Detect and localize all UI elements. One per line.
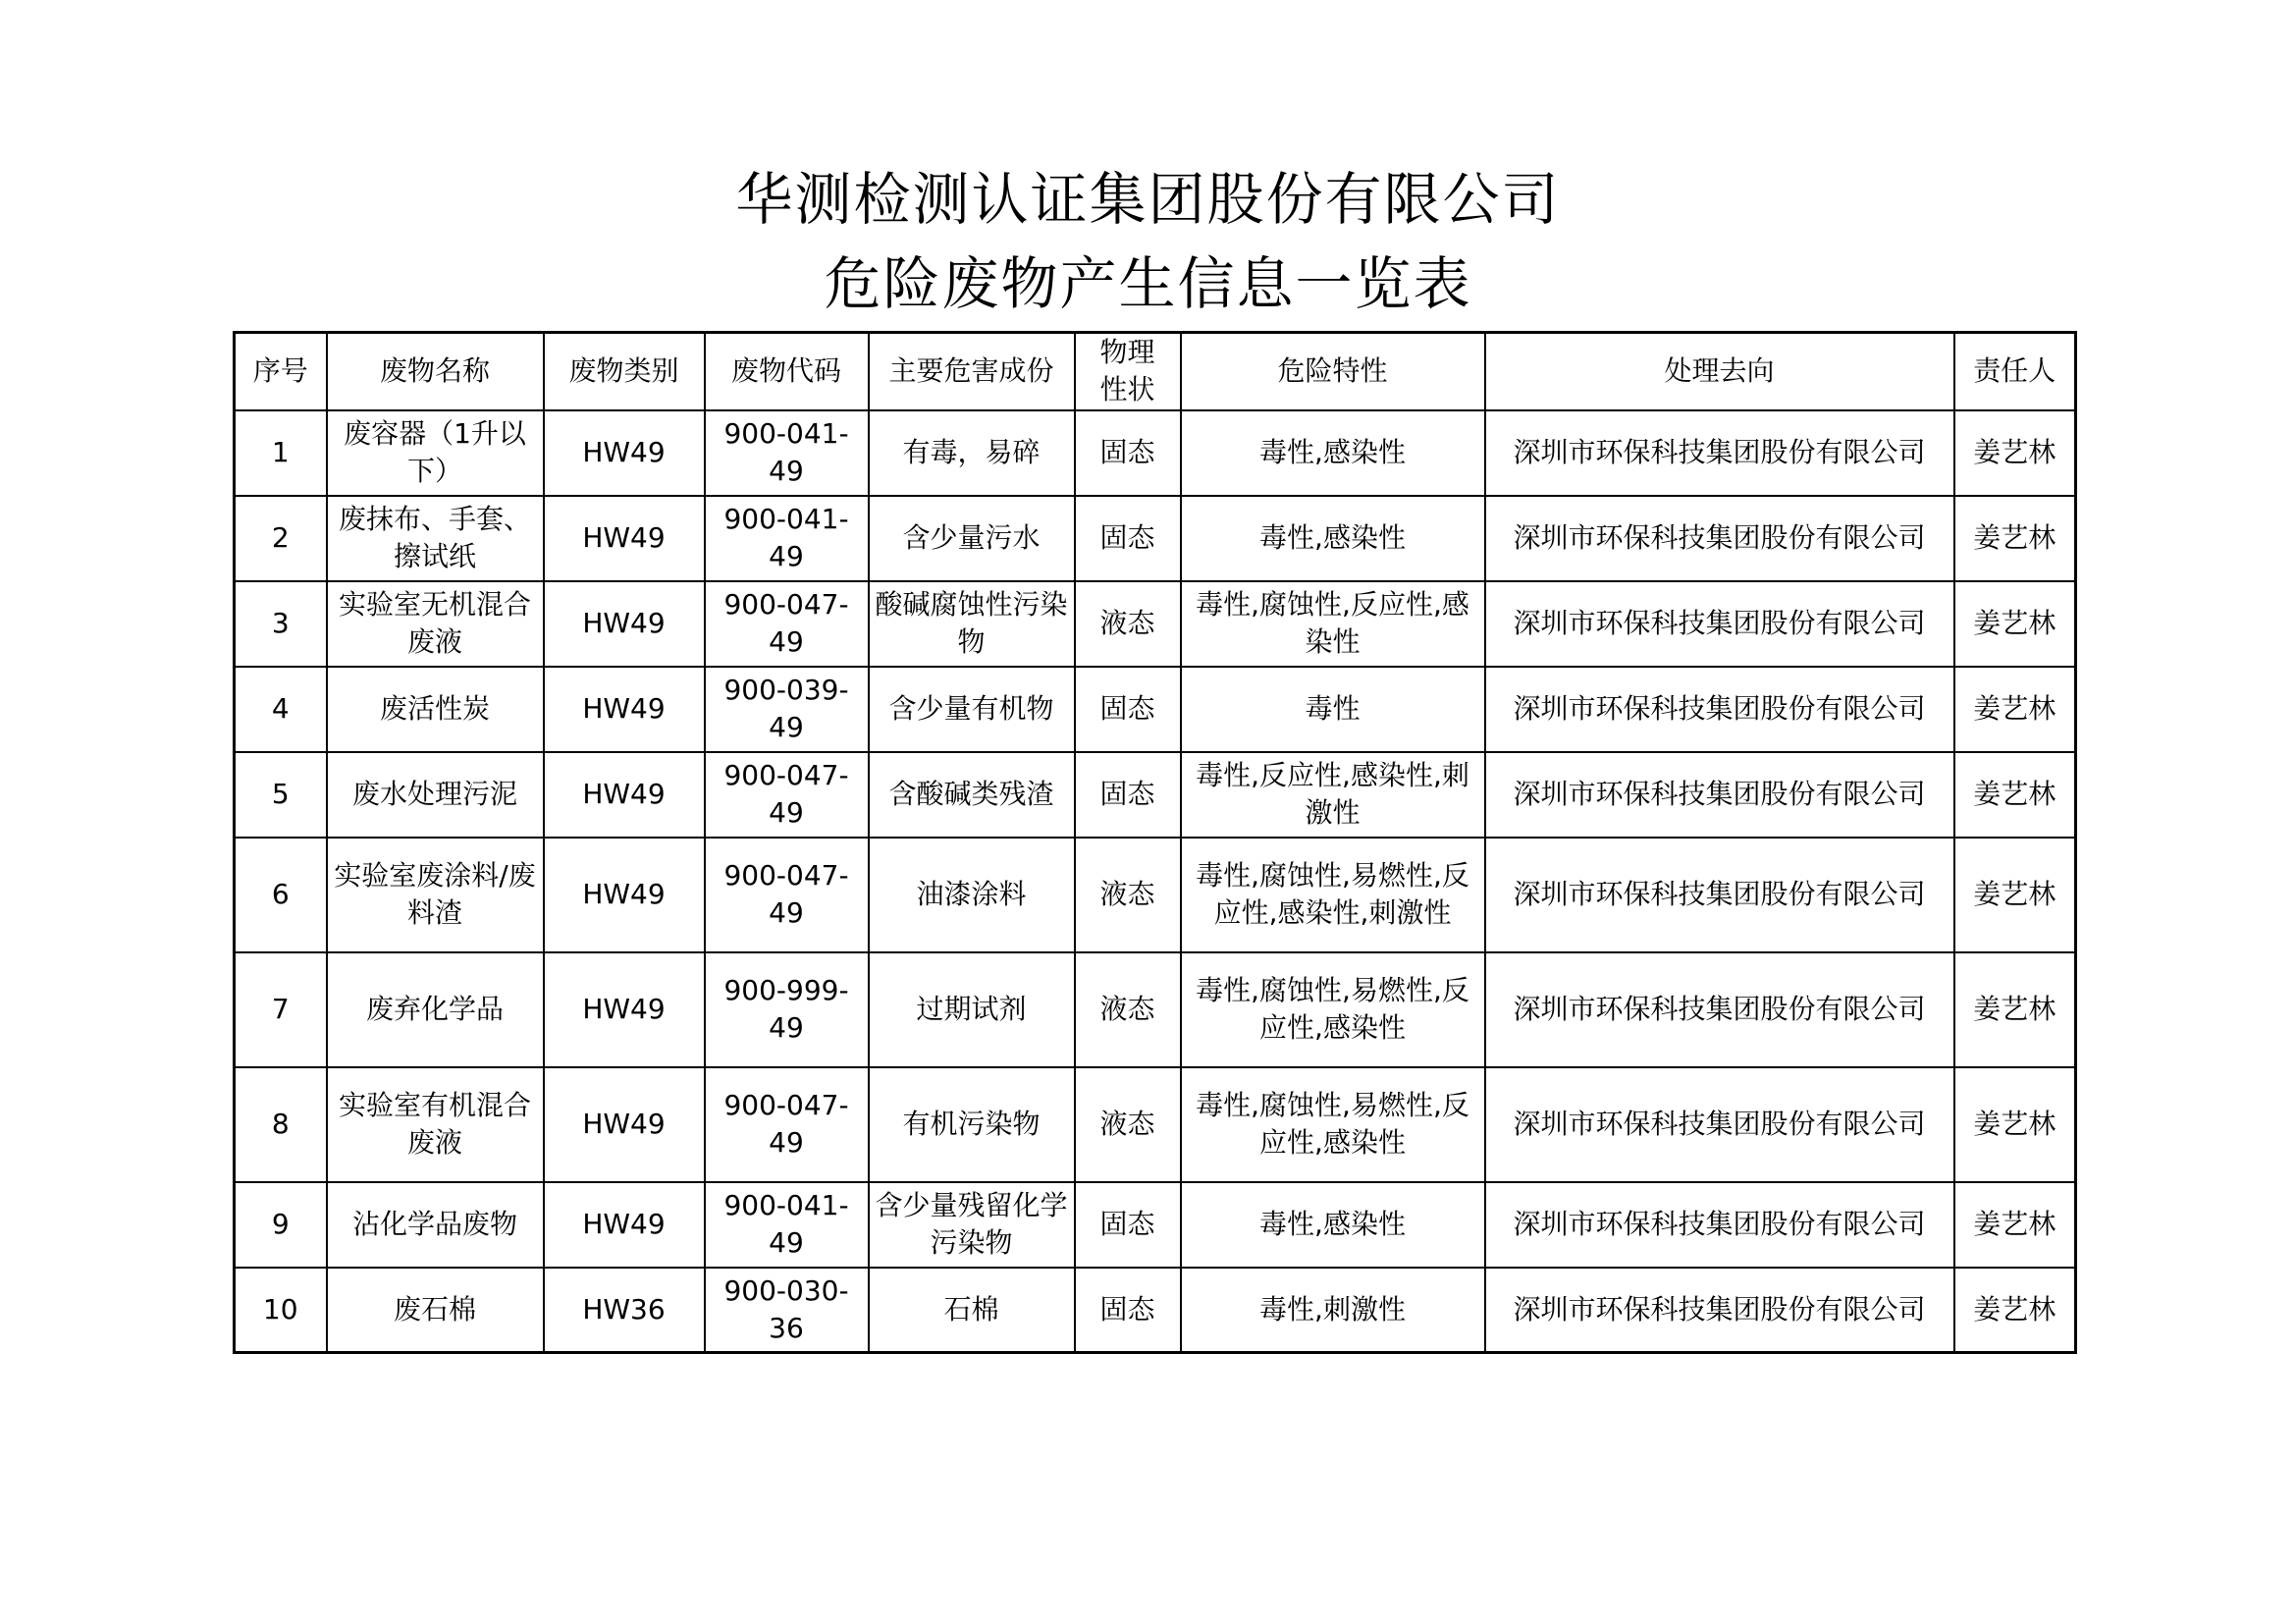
- cell-responsible: 姜艺林: [1954, 581, 2076, 667]
- cell-physical-state: 液态: [1075, 1067, 1181, 1182]
- cell-physical-state: 液态: [1075, 581, 1181, 667]
- table-row: [235, 581, 2076, 667]
- cell-waste-name: 实验室无机混合废液: [327, 581, 544, 667]
- cell-no: 1: [235, 410, 327, 496]
- document-title: 华测检测认证集团股份有限公司: [735, 166, 1561, 233]
- cell-hazard-property: 毒性,感染性: [1181, 1182, 1485, 1268]
- table-row: [235, 1268, 2076, 1353]
- cell-responsible: 姜艺林: [1954, 667, 2076, 752]
- cell-waste-name: 废弃化学品: [327, 952, 544, 1067]
- cell-hazard-property: 毒性,感染性: [1181, 496, 1485, 581]
- cell-waste-name: 废容器（1升以下）: [327, 410, 544, 496]
- header-name: 废物名称: [327, 333, 544, 410]
- cell-hazard-component: 含少量有机物: [869, 667, 1075, 752]
- cell-code: 900-039-49: [705, 667, 869, 752]
- header-hazard-component: 主要危害成份: [869, 333, 1075, 410]
- header-hazard-property: 危险特性: [1181, 333, 1485, 410]
- cell-code: 900-041-49: [705, 1182, 869, 1268]
- cell-category: HW49: [544, 1067, 705, 1182]
- cell-hazard-property: 毒性,腐蚀性,易燃性,反应性,感染性: [1181, 1067, 1485, 1182]
- hazardous-waste-table: [233, 331, 2077, 1354]
- cell-physical-state: 固态: [1075, 1268, 1181, 1353]
- cell-physical-state: 固态: [1075, 410, 1181, 496]
- cell-hazard-component: 含少量污水: [869, 496, 1075, 581]
- cell-category: HW36: [544, 1268, 705, 1353]
- table-row: [235, 752, 2076, 838]
- cell-no: 3: [235, 581, 327, 667]
- cell-no: 2: [235, 496, 327, 581]
- cell-responsible: 姜艺林: [1954, 496, 2076, 581]
- cell-code: 900-047-49: [705, 752, 869, 838]
- cell-hazard-component: 有毒，易碎: [869, 410, 1075, 496]
- cell-physical-state: 固态: [1075, 496, 1181, 581]
- cell-disposal: 深圳市环保科技集团股份有限公司: [1485, 1268, 1954, 1353]
- cell-disposal: 深圳市环保科技集团股份有限公司: [1485, 952, 1954, 1067]
- cell-category: HW49: [544, 838, 705, 952]
- cell-category: HW49: [544, 410, 705, 496]
- header-physical-state: 物理性状: [1075, 333, 1181, 410]
- cell-hazard-property: 毒性,反应性,感染性,刺激性: [1181, 752, 1485, 838]
- table-row: [235, 1067, 2076, 1182]
- table-row: [235, 667, 2076, 752]
- cell-category: HW49: [544, 581, 705, 667]
- cell-hazard-component: 含少量残留化学污染物: [869, 1182, 1075, 1268]
- cell-waste-name: 废抹布、手套、擦试纸: [327, 496, 544, 581]
- cell-hazard-property: 毒性,腐蚀性,易燃性,反应性,感染性: [1181, 952, 1485, 1067]
- cell-no: 10: [235, 1268, 327, 1353]
- cell-hazard-component: 过期试剂: [869, 952, 1075, 1067]
- cell-hazard-component: 油漆涂料: [869, 838, 1075, 952]
- cell-responsible: 姜艺林: [1954, 752, 2076, 838]
- cell-waste-name: 废活性炭: [327, 667, 544, 752]
- cell-no: 4: [235, 667, 327, 752]
- cell-no: 9: [235, 1182, 327, 1268]
- cell-category: HW49: [544, 952, 705, 1067]
- cell-waste-name: 废水处理污泥: [327, 752, 544, 838]
- cell-hazard-component: 酸碱腐蚀性污染物: [869, 581, 1075, 667]
- cell-hazard-property: 毒性,刺激性: [1181, 1268, 1485, 1353]
- cell-no: 6: [235, 838, 327, 952]
- cell-hazard-property: 毒性: [1181, 667, 1485, 752]
- cell-physical-state: 液态: [1075, 952, 1181, 1067]
- cell-disposal: 深圳市环保科技集团股份有限公司: [1485, 410, 1954, 496]
- cell-code: 900-047-49: [705, 1067, 869, 1182]
- cell-disposal: 深圳市环保科技集团股份有限公司: [1485, 838, 1954, 952]
- table-row: [235, 1182, 2076, 1268]
- cell-waste-name: 沾化学品废物: [327, 1182, 544, 1268]
- cell-waste-name: 实验室废涂料/废料渣: [327, 838, 544, 952]
- cell-disposal: 深圳市环保科技集团股份有限公司: [1485, 1067, 1954, 1182]
- cell-waste-name: 废石棉: [327, 1268, 544, 1353]
- table-row: [235, 838, 2076, 952]
- cell-category: HW49: [544, 1182, 705, 1268]
- cell-disposal: 深圳市环保科技集团股份有限公司: [1485, 752, 1954, 838]
- cell-code: 900-030-36: [705, 1268, 869, 1353]
- cell-physical-state: 液态: [1075, 838, 1181, 952]
- cell-category: HW49: [544, 667, 705, 752]
- table-header-row: [235, 333, 2076, 410]
- cell-code: 900-047-49: [705, 581, 869, 667]
- cell-disposal: 深圳市环保科技集团股份有限公司: [1485, 667, 1954, 752]
- cell-code: 900-047-49: [705, 838, 869, 952]
- cell-disposal: 深圳市环保科技集团股份有限公司: [1485, 496, 1954, 581]
- cell-hazard-component: 有机污染物: [869, 1067, 1075, 1182]
- table-row: [235, 410, 2076, 496]
- cell-no: 7: [235, 952, 327, 1067]
- cell-code: 900-041-49: [705, 496, 869, 581]
- cell-disposal: 深圳市环保科技集团股份有限公司: [1485, 1182, 1954, 1268]
- document-subtitle: 危险废物产生信息一览表: [824, 250, 1472, 317]
- cell-responsible: 姜艺林: [1954, 1268, 2076, 1353]
- cell-physical-state: 固态: [1075, 752, 1181, 838]
- cell-no: 5: [235, 752, 327, 838]
- cell-responsible: 姜艺林: [1954, 1067, 2076, 1182]
- cell-code: 900-041-49: [705, 410, 869, 496]
- header-code: 废物代码: [705, 333, 869, 410]
- cell-responsible: 姜艺林: [1954, 1182, 2076, 1268]
- cell-disposal: 深圳市环保科技集团股份有限公司: [1485, 581, 1954, 667]
- cell-hazard-property: 毒性,腐蚀性,反应性,感染性: [1181, 581, 1485, 667]
- cell-hazard-component: 含酸碱类残渣: [869, 752, 1075, 838]
- cell-responsible: 姜艺林: [1954, 952, 2076, 1067]
- table-row: [235, 952, 2076, 1067]
- table-row: [235, 496, 2076, 581]
- header-disposal: 处理去向: [1485, 333, 1954, 410]
- cell-responsible: 姜艺林: [1954, 838, 2076, 952]
- header-responsible: 责任人: [1954, 333, 2076, 410]
- cell-hazard-property: 毒性,腐蚀性,易燃性,反应性,感染性,刺激性: [1181, 838, 1485, 952]
- header-category: 废物类别: [544, 333, 705, 410]
- cell-code: 900-999-49: [705, 952, 869, 1067]
- cell-physical-state: 固态: [1075, 1182, 1181, 1268]
- header-no: 序号: [235, 333, 327, 410]
- cell-responsible: 姜艺林: [1954, 410, 2076, 496]
- cell-waste-name: 实验室有机混合废液: [327, 1067, 544, 1182]
- cell-physical-state: 固态: [1075, 667, 1181, 752]
- cell-category: HW49: [544, 496, 705, 581]
- cell-hazard-component: 石棉: [869, 1268, 1075, 1353]
- cell-hazard-property: 毒性,感染性: [1181, 410, 1485, 496]
- cell-category: HW49: [544, 752, 705, 838]
- cell-no: 8: [235, 1067, 327, 1182]
